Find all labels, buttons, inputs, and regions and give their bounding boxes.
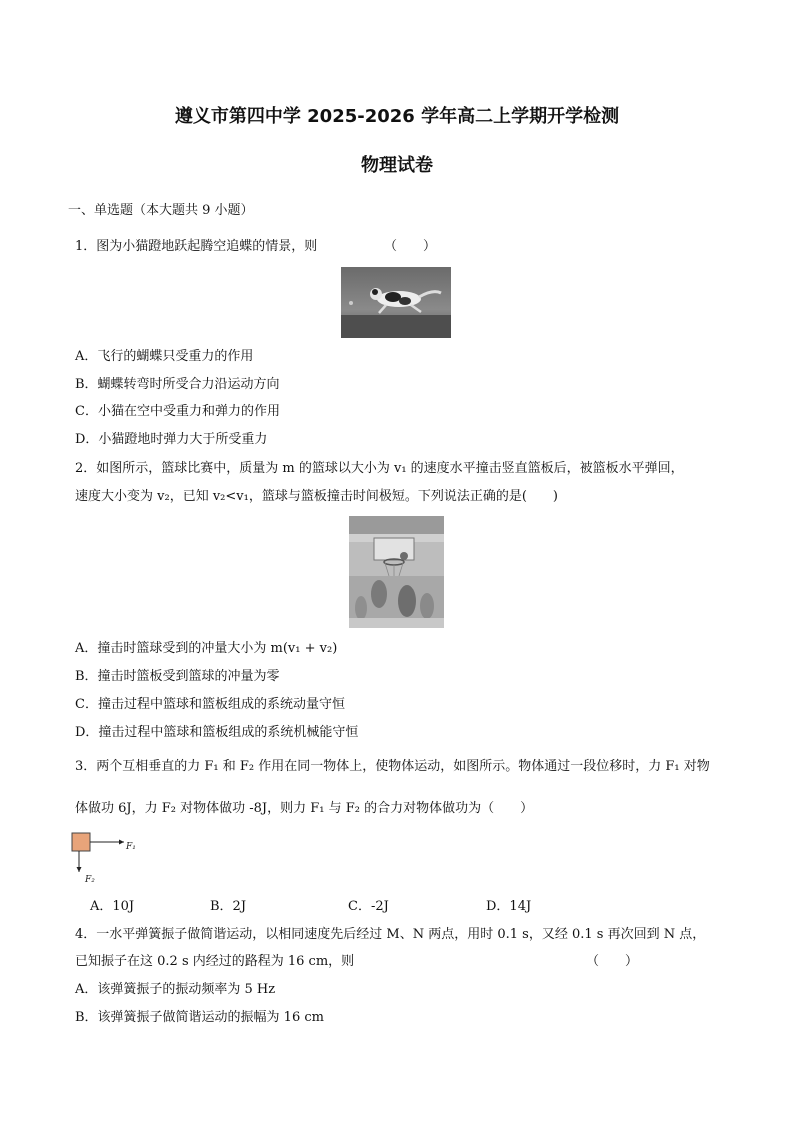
question-2-option-b: B．撞击时篮板受到篮球的冲量为零 (75, 669, 280, 684)
question-4-stem-line-1: 4．一水平弹簧振子做简谐运动，以相同速度先后经过 M、N 两点，用时 0.1 s，又经 0.1 s 再次回到 N 点， (75, 927, 706, 942)
question-4-option-b: B．该弹簧振子做简谐运动的振幅为 16 cm (75, 1010, 324, 1025)
section-heading: 一、单选题（本大题共 9 小题） (68, 203, 254, 218)
question-3-option-b: B．2J (210, 899, 247, 914)
basketball-photo (349, 516, 444, 628)
question-4-answer-paren: （ ） (586, 954, 639, 969)
question-3-stem-line-2: 体做功 6J，力 F₂ 对物体做功 -8J，则力 F₁ 与 F₂ 的合力对物体做功为（ ） (75, 801, 534, 816)
exam-subtitle: 物理试卷 (361, 155, 433, 176)
cat-leaping-photo (341, 267, 451, 338)
question-4-stem-line-2: 已知振子在这 0.2 s 内经过的路程为 16 cm，则 (75, 954, 355, 969)
question-2-option-c: C．撞击过程中篮球和篮板组成的系统动量守恒 (75, 697, 345, 712)
question-1-option-b: B．蝴蝶转弯时所受合力沿运动方向 (75, 377, 280, 392)
question-1-stem: 1．图为小猫蹬地跃起腾空追蝶的情景，则 (75, 239, 318, 254)
question-3-stem-line-1: 3．两个互相垂直的力 F₁ 和 F₂ 作用在同一物体上，使物体运动，如图所示。物体通过一段位移时，力 F₁ 对物 (75, 759, 710, 774)
question-4-option-a: A．该弹簧振子的振动频率为 5 Hz (75, 982, 276, 997)
force-diagram (68, 830, 158, 888)
question-1-option-c: C．小猫在空中受重力和弹力的作用 (75, 404, 280, 419)
question-1-option-a: A．飞行的蝴蝶只受重力的作用 (75, 349, 254, 364)
question-3-option-d: D．14J (486, 899, 532, 914)
exam-title: 遵义市第四中学 2025-2026 学年高二上学期开学检测 (174, 106, 620, 127)
f1-label: F₁ (126, 842, 136, 852)
cat-photo-graphic (341, 267, 451, 338)
question-3-option-c: C．-2J (348, 899, 389, 914)
question-2-option-a: A．撞击时篮球受到的冲量大小为 m(v₁ + v₂) (75, 641, 338, 656)
f2-label: F₂ (85, 875, 95, 885)
question-1-option-d: D．小猫蹬地时弹力大于所受重力 (75, 432, 268, 447)
question-3-option-a: A．10J (90, 899, 135, 914)
force-diagram-graphic (68, 830, 158, 888)
question-2-stem-line-1: 2．如图所示，篮球比赛中，质量为 m 的篮球以大小为 v₁ 的速度水平撞击竖直篮板后，被篮板水平弹回， (75, 461, 684, 476)
question-1-answer-paren: （ ） (384, 239, 437, 254)
question-2-stem-line-2: 速度大小变为 v₂，已知 v₂<v₁，篮球与篮板撞击时间极短。下列说法正确的是( ) (75, 489, 558, 504)
object-box (72, 833, 90, 851)
basketball-photo-graphic (349, 516, 444, 628)
question-2-option-d: D．撞击过程中篮球和篮板组成的系统机械能守恒 (75, 725, 359, 740)
